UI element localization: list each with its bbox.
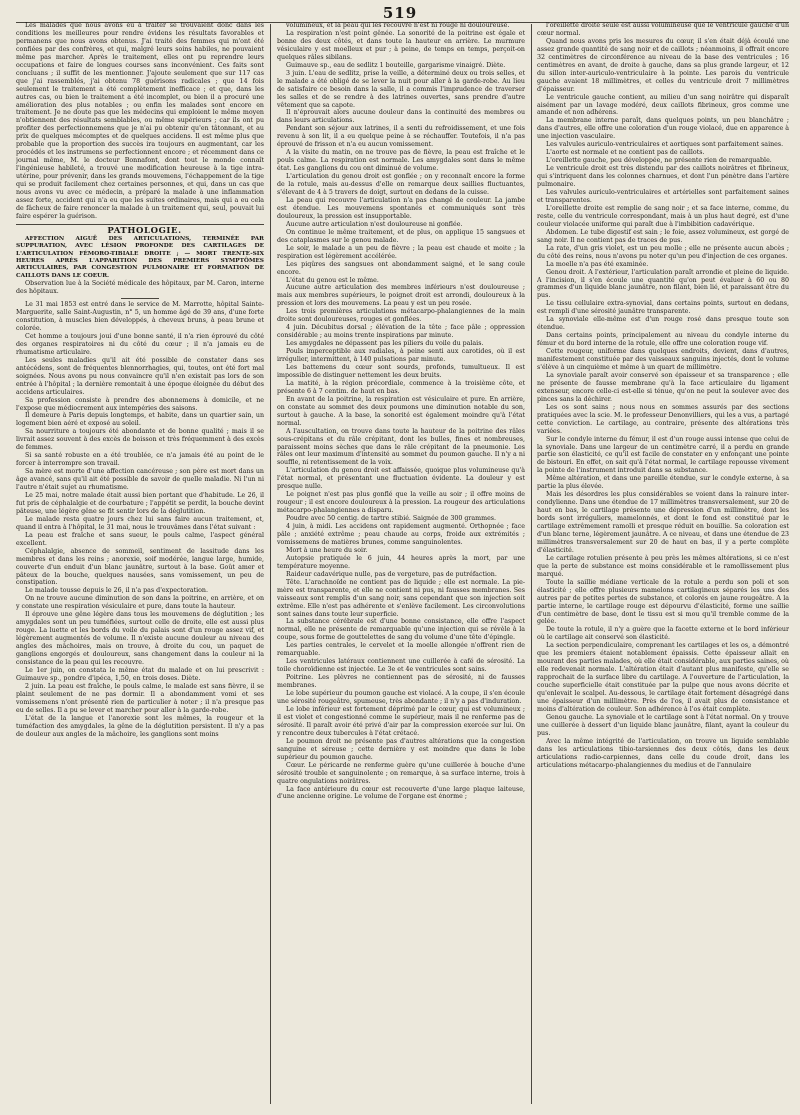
paragraph: La face antérieure du cœur est recouverte d'une large plaque laiteuse, d'une ancienne origine. Le volume de l'organe est énorme ; (277, 785, 525, 801)
paragraph: Aucune autre articulation n'est douloureuse ni gonflée. (286, 220, 463, 228)
paragraph: Le 1er juin, on constata le même état du malade et on lui prescrivit : Guimauve sp., pondre d'ipéca, 1,50, en trois doses. Diète. (16, 666, 264, 682)
paragraph: Le poignet n'est pas plus gonflé que la veille au soir ; il offre moins de rougeur ; il est encore douloureux à la pression. La rougeur des articulations métacarpo-phalangiennes a disparu. (277, 491, 525, 515)
column-2 (277, 22, 525, 1107)
page-number: 519 (382, 4, 418, 22)
paragraph: La respiration n'est point gênée. La sonorité de la poitrine est égale et bonne des deux côtés, et dans toute la hauteur en arrière. Le murmure vésiculaire y est moelleux et pur ; à peine, de temps en temps, perçoit-on quelques râles sibilans. (277, 29, 525, 61)
paragraph: Sa profession consiste à prendre des abonnemens à domicile, et ne l'expose que médiocrement aux intempéries des saisons. (16, 396, 264, 412)
paragraph: Les valvules auriculo-ventriculaires et aortiques sont parfaitement saines. (546, 141, 784, 149)
paragraph: La section perpendiculaire, comprenant les cartilages et les os, a démontré que les premiers étaient notablement épaissis. Cette épaisseur allait en mourant des parties malades, où elle était considérable, aux parties saines, où elle redevenait normale. L'altération était d'autant plus manifeste, qu'elle se rapprochait de la surface libre du cartilage. A l'ouverture de l'articulation, la couche superficielle était constituée par la pulpe que nous avons décrite et qu'enlevait le scalpel. Au-dessous, le cartilage était fortement désagrégé dans une épaisseur d'un millimètre. Près de l'os, il avait plus de consistance et moins d'altération de couleur. Son adhérence à l'os était complète. (537, 642, 789, 713)
paragraph: Sa mère est morte d'une affection cancéreuse ; son père est mort dans un âge avancé, sans qu'il ait été possible de savoir de quelle maladie. Ni l'un ni l'autre n'était sujet au rhumatisme. (16, 468, 264, 492)
paragraph: De toute la rotule, il n'y a guère que la facette externe et le bord inférieur où le cartilage ait conservé son élasticité. (537, 626, 789, 642)
paragraph: Les malades que nous avons eu à traiter se trouvaient donc dans les conditions les meilleures pour rendre évidens les résultats favorables et permanens que nous avons obtenus. J'ai traité des femmes qui m'ont été confiées par des confrères, et qui, malgré leurs soins habiles, ne pouvaient même pas marcher. Après le traitement, elles ont pu reprendre leurs occupations et faire de longues courses sans inconvénient. Ces faits sont concluans ; il suffit de les mentionner. J'ajoute seulement que sur 117 cas que j'ai rassemblés, j'ai obtenu 78 guérisons radicales ; que 14 fois seulement le traitement a été complètement inefficace ; et que, dans les autres cas, ou bien le traitement a été incomplet, ou bien il a procuré une amélioration des plus notables ; ou enfin les malades sont encore en traitement. Je ne doute pas que les médecins qui emploient le même moyen n'obtiennent des résultats semblables, ou même supérieurs ; car ils ont pu profiter des perfectionnemens que je n'ai pu obtenir qu'en tâtonnant, et au prix de quelques mécomptes et de quelques accidens. Il est même plus que probable que la proportion des succès ira toujours en augmentant, car les procédés et les instrumens se perfectionnent encore ; et récemment dans ce journal même, M. le docteur Bonnafont, dont tout le monde connaît l'ingénieuse habileté, a trouvé une modification heureuse à la tige intra-utérine, pour prévenir, dans les grands mouvemens, l'échappement de la tige qui se produit facilement chez certaines personnes, et qui, dans un cas que nous avons vu avec ce médecin, a préparé la malade à une inflammation assez forte, accident qui n'a eu que les suites ordinaires, mais qui a eu cela de fâcheux de faire renoncer la malade à un traitement qui, seul, pouvait lui faire espérer la guérison. (16, 22, 264, 220)
paragraph: volumineux, et la peau qui les recouvre n'est ni rouge ni douloureuse. (286, 22, 510, 29)
paragraph: Sa nourriture a toujours été abondante et de bonne qualité ; mais il se livrait assez souvent à des excès de boisson et très fréquemment à des excès de femmes. (16, 428, 264, 452)
paragraph: L'articulation du genou droit est affaissée, quoique plus volumineuse qu'à l'état normal, et présentant une fluctuation évidente. La douleur y est presque nulle. (277, 467, 525, 491)
paragraph: Sur le condyle interne du fémur, il est d'un rouge aussi intense que celui de la synoviale. Dans une largeur de un centimètre carré, il a perdu en grande partie son élasticité, ce qu'il est facile de constater en y enfonçant une pointe de bistouri. En effet, on sait qu'à l'état normal, le cartilage repousse vivement la pointe de l'instrument introduit dans sa substance. (537, 435, 789, 475)
paragraph: Le poumon droit ne présente pas d'autres altérations que la congestion sanguine et séreuse ; cette dernière y est moindre que dans le lobe supérieur du poumon gauche. (277, 737, 525, 761)
paragraph: Dans certains points, principalement au niveau du condyle interne du fémur et du bord interne de la rotule, elle offre une coloration rouge vif. (537, 332, 789, 348)
paragraph: Cette rougeur, uniforme dans quelques endroits, devient, dans d'autres, manifestement constituée par des vaisseaux sanguins injectés, dont le volume s'élève à un cinquième et même à un quart de millimètre. (537, 348, 789, 371)
paragraph: Les valvules auriculo-ventriculaires et artérielles sont parfaitement saines et transparentes. (537, 189, 789, 204)
paragraph: Céphalalgie, absence de sommeil, sentiment de lassitude dans les membres et dans les reins ; anorexie, soif modérée, langue large, humide, couverte d'un enduit d'un blanc jaunâtre, surtout à la base. Goût amer et pâteux de la bouche, quelques nausées, sans vomissement, un peu de constipation. (16, 547, 264, 587)
paragraph: Le lobe supérieur du poumon gauche est violacé. A la coupe, il s'en écoule une sérosité rougeâtre, spumeuse, très abondante ; il n'y a pas d'induration. (277, 690, 525, 706)
short-separator (121, 298, 159, 299)
paragraph: On ne trouve aucune diminution de son dans la poitrine, en arrière, et on y constate une respiration vésiculaire et pure, dans toute la hauteur. (16, 595, 264, 611)
paragraph: Le lobe inférieur est fortement déprimé par le cœur, qui est volumineux ; il est violet et congestionné comme le supérieur, mais il ne renferme pas de sérosité. Il paraît avoir été privé d'air par la compression exercée sur lui. On y rencontre deux tubercules à l'état crétacé. (277, 705, 525, 737)
paragraph: En avant de la poitrine, la respiration est vésiculaire et pure. En arrière, on constate au sommet des deux poumons une diminution notable du son, surtout à gauche. A la base, la sonorité est également moindre qu'à l'état normal. (277, 395, 525, 427)
paragraph: Les amygdales ne dépassent pas les piliers du voile du palais. (286, 340, 484, 348)
paragraph: Le 31 mai 1853 est entré dans le service de M. Marrotte, hôpital Sainte-Marguerite, salle Saint-Augustin, n° 5, un homme âgé de 39 ans, d'une forte constitution, à muscles bien développés, à cheveux bruns, à peau brune et colorée. (16, 301, 264, 332)
paragraph: Pouls imperceptible aux radiales, à peine senti aux carotides, où il est irrégulier, intermittent, à 140 pulsations par minute. (277, 348, 525, 364)
column-1 (16, 22, 264, 1107)
paragraph: Les trois premières articulations métacarpo-phalangiennes de la main droite sont douloureuses, rouges et gonflées. (277, 308, 525, 324)
paragraph: Pendant son séjour aux latrines, il a senti du refroidissement, et une fois revenu à son lit, il a eu quelque peine à se réchauffer. Toutefois, il n'a pas éprouvé de frisson et n'a eu aucun vomissement. (277, 125, 525, 149)
paragraph: Il demeure à Paris depuis longtemps, et habite, dans un quartier sain, un logement bien aéré et exposé au soleil. (16, 412, 264, 428)
paragraph: La membrane interne paraît, dans quelques points, un peu blanchâtre ; dans d'autres, elle offre une coloration d'un rouge violacé, due en apparence à une injection vasculaire. (537, 117, 789, 141)
column-divider-2 (531, 24, 532, 1104)
article-headline: AFFECTION AIGUË DES ARTICULATIONS, TERMINÉE PAR SUPPURATION, AVEC LÉSION PROFONDE DES CARTILAGES DE L'ARTICULATION FÉMORO-TIBIALE DROITE ; — MORT TRENTE-SIX HEURES APRÈS L'APPARITION DES PREMIERS SYMPTÔMES ARTICULAIRES, PAR CONGESTION PULMONAIRE ET FORMATION DE CAILLOTS DANS LE COEUR. (16, 235, 264, 279)
paragraph: Aucune autre articulation des membres inférieurs n'est douloureuse ; mais aux membres supérieurs, le poignet droit est arrondi, douloureux à la pression et lors des mouvemens. La peau y est un peu rosée. (277, 284, 525, 308)
paragraph: Autopsie pratiquée le 6 juin, 44 heures après la mort, par une température moyenne. (277, 554, 525, 570)
paragraph: Cet homme a toujours joui d'une bonne santé, il n'a rien éprouvé du côté des organes respiratoires ni du côté du cœur ; il n'a jamais eu de rhumatisme articulaire. (16, 332, 264, 356)
paragraph: A la visite du matin, on ne trouve pas de fièvre, la peau est fraîche et le pouls calme. La respiration est normale. Les amygdales sont dans le même état. Les ganglions du cou ont diminué de volume. (277, 149, 525, 173)
paragraph: L'état du genou est le même. (286, 276, 379, 284)
paragraph: Le ventricule gauche contient, au milieu d'un sang noirâtre qui disparaît aisément par un lavage modéré, deux caillots fibrineux, gros comme une amande et non adhérens. (537, 93, 789, 117)
paragraph: Même altération, et dans une pareille étendue, sur le condyle externe, à sa partie la plus élevée. (537, 475, 789, 491)
article-source: Observation lue à la Société médicale des hôpitaux, par M. Caron, interne des hôpitaux. (16, 280, 264, 296)
paragraph: Si sa santé robuste en a été troublée, ce n'a jamais été au point de le forcer à interrompre son travail. (16, 452, 264, 468)
paragraph: 4 juin, à midi. Les accidens ont rapidement augmenté. Orthopnée ; face pâle ; anxiété extrême ; peau chaude au corps, froide aux extrémités ; vomissemens de matières brunes, comme sanguinolentes. (277, 523, 525, 546)
paragraph: Les piqûres des sangsues ont abondamment saigné, et le sang coule encore. (277, 260, 525, 276)
paragraph: l'oreillette droite seule est aussi volumineuse que le ventricule gauche d'un cœur normal. (537, 22, 789, 37)
paragraph: Les parties centrales, le cervelet et la moelle allongée n'offrent rien de remarquable. (277, 642, 525, 658)
column-divider-1 (270, 24, 271, 1104)
paragraph: Le 25 mai, notre malade était aussi bien portant que d'habitude. Le 26, il fut pris de céphalalgie et de courbature ; l'appétit se perdit, la bouche devint pâteuse, une légère gêne se fit sentir lors de la déglutition. (16, 492, 264, 515)
paragraph: L'oreillette gauche, peu développée, ne présente rien de remarquable. (546, 157, 772, 165)
paragraph: Il n'éprouvait alors aucune douleur dans la continuité des membres ou dans leurs articulations. (277, 109, 525, 125)
paragraph: Guimauve sp., eau de sedlitz 1 bouteille, gargarisme vinaigré. Diète. (286, 61, 506, 69)
paragraph: Le ventricule droit est très distendu par des caillots noirâtres et fibrineux, qui s'intriquent dans les colonnes charnues, et dont l'un pénètre dans l'artère pulmonaire. (537, 165, 789, 189)
section-title: PATHOLOGIE. (107, 225, 182, 236)
paragraph: Le soir, le malade a un peu de fièvre ; la peau est chaude et moite ; la respiration est légèrement accélérée. (277, 244, 525, 260)
paragraph: La peau est fraîche et sans sueur, le pouls calme, l'aspect général excellent. (16, 531, 264, 547)
section-rule (16, 224, 264, 225)
paragraph: Mais les désordres les plus considérables se voient dans la rainure inter-condylienne. Dans une étendue de 17 millimètres transversalement, sur 20 de haut en bas, le cartilage présente une dépression d'un millimètre, dont les bords sont irréguliers, mamelonnés, et dont le fond est constitué par le cartilage extrêmement ramolli et presque réduit en bouillie. Sa coloration est d'un blanc terne, légèrement jaunâtre. A ce niveau, et dans une étendue de 23 millimètres transversalement sur 20 de haut en bas, il y a perte complète d'élasticité. (537, 491, 789, 554)
paragraph: L'oreillette droite est remplie de sang noir ; et sa face interne, comme, du reste, celle du ventricule correspondant, mais à un plus haut degré, est d'une couleur violacée uniforme qui paraît due à l'imbibition cadavérique. (537, 204, 789, 228)
paragraph: 3 juin. L'eau de sedlitz, prise la veille, a déterminé deux ou trois selles, et le malade a été obligé de se lever la nuit pour aller à la garde-robe. Au lieu de satisfaire ce besoin dans la salle, il a commis l'imprudence de traverser les salles et de se rendre à des latrines ouvertes, sans prendre d'autre vêtement que sa capote. (277, 69, 525, 109)
paragraph: L'aorte est normale et ne contient pas de caillots. (546, 149, 705, 157)
paragraph: Genou droit. A l'extérieur, l'articulation paraît arrondie et pleine de liquide. A l'incision, il s'en écoule une quantité qu'on peut évaluer à 60 ou 80 grammes d'un liquide blanc jaunâtre, non filant, bien lié, et paraissant être du pus. (537, 268, 789, 300)
paragraph: Il éprouve une gêne légère dans tous les mouvemens de déglutition ; les amygdales sont un peu tuméfiées, surtout celle de droite, elle est aussi plus rouge. La luette et les bords du voile du palais sont d'un rouge assez vif, et légèrement augmentés de volume. Il n'existe aucune douleur au niveau des angles des mâchoires, mais on trouve, à droite du cou, un paquet de ganglions engorgés et douloureux, sans changement dans la couleur ni la consistance de la peau qui les recouvre. (16, 611, 264, 667)
paragraph: Poitrine. Les plèvres ne contiennent pas de sérosité, ni de fausses membranes. (277, 674, 525, 690)
intro-text (16, 22, 264, 221)
paragraph: La substance cérébrale est d'une bonne consistance, elle offre l'aspect normal, elle ne présente de remarquable qu'une injection qui se révèle à la coupe, sous forme de gouttelettes de sang du volume d'une tête d'épingle. (277, 618, 525, 642)
paragraph: Mort à une heure du soir. (286, 546, 368, 554)
paragraph: Genou gauche. La synoviale et le cartilage sont à l'état normal. On y trouve une cuillerée à dessert d'un liquide blanc jaunâtre, filant, ayant la couleur du pus. (537, 713, 789, 737)
paragraph: Le malade resta quatre jours chez lui sans faire aucun traitement, et, quand il entra à l'hôpital, le 31 mai, nous le trouvâmes dans l'état suivant : (16, 515, 264, 531)
paragraph: Les battemens du cœur sont sourds, profonds, tumultueux. Il est impossible de distinguer nettement les deux bruits. (277, 363, 525, 379)
paragraph: 4 juin. Décubitus dorsal ; élévation de la tête ; face pâle ; oppression considérable ; au moins trente inspirations par minute. (277, 324, 525, 340)
paragraph: On continue le même traitement, et de plus, on applique 15 sangsues et des cataplasmes sur le genou malade. (277, 228, 525, 244)
paragraph: La rate, d'un gris violet, est un peu molle ; elle ne présente aucun abcès ; du côté des reins, nous n'avons pu noter qu'un peu d'injection de ces organes. (537, 244, 789, 260)
paragraph: Les seules maladies qu'il ait été possible de constater dans ses antécédens, sont de fréquentes blennorrhagies, qui, toutes, ont été fort mal soignées. Nous avons pu nous convaincre qu'il n'en existait pas lors de son entrée à l'hôpital ; la dernière remontait à une époque éloignée du début des accidens articulaires. (16, 356, 264, 396)
paragraph: A l'auscultation, on trouve dans toute la hauteur de la poitrine des râles sous-crépitans et du râle crépitant, dont les bulles, fines et nombreuses, paraissent moins sèches que dans le râle crépitant de la pneumonie. Les râles ont leur maximum d'intensité au sommet du poumon gauche. Il n'y a ni souffle, ni retentissement de la voix. (277, 427, 525, 467)
paragraph: Les os sont sains ; nous nous en sommes assurés par des sections pratiquées avec la scie. M. le professeur Denonvilliers, qui les a vus, a partagé cette conviction. Le cartilage, au contraire, présente des altérations très variées. (537, 403, 789, 435)
paragraph: Tête. L'arachnoïde ne contient pas de liquide ; elle est normale. La pie-mère est transparente, et elle ne contient ni pus, ni fausses membranes. Ses vaisseaux sont remplis d'un sang noir, sans cependant que son injection soit extrême. Elle n'est pas adhérente et s'enlève facilement. Les circonvolutions sont saines dans toute leur superficie. (277, 578, 525, 618)
paragraph: L'articulation du genou droit est gonflée ; on y reconnaît encore la forme de la rotule, mais au-dessus d'elle on remarque deux saillies fluctuantes, s'élevant de 4 à 5 travers de doigt, surtout en dedans de la cuisse. (277, 173, 525, 197)
paragraph: La peau qui recouvre l'articulation n'a pas changé de couleur. La jambe est étendue. Les mouvemens spontanés et communiqués sont très douloureux, la pression est insupportable. (277, 196, 525, 220)
paragraph: Quand nous avons pris les mesures du cœur, il s'en était déjà écoulé une assez grande quantité de sang noir et de caillots ; néanmoins, il offrait encore 32 centimètres de circonférence au niveau de la base des ventricules ; 16 centimètres en avant, de droite à gauche, dans sa plus grande largeur, et 12 du sillon inter-auriculo-ventriculaire à la pointe. Les parois du ventricule gauche avaient 18 millimètres, et celles du ventricule droit 7 millimètres d'épaisseur. (537, 37, 789, 93)
paragraph: Toute la saillie médiane verticale de la rotule a perdu son poli et son élasticité ; elle offre plusieurs mamelons cartilagineux séparés les uns des autres par de petites pertes de substance, et colorés en jaune rougeâtre. A la partie interne, le cartilage rouge est dépourvu d'élasticité, forme une saillie d'un centimètre de base, dont le tissu est si mou qu'il tremble comme de la gelée. (537, 578, 789, 626)
column-3 (537, 22, 789, 1107)
paragraph: Cœur. Le péricarde ne renferme guère qu'une cuillerée à bouche d'une sérosité trouble et sanguinolente ; on remarque, à sa surface interne, trois à quatre ongulations noirâtres. (277, 761, 525, 785)
paragraph: Le tissu cellulaire extra-synovial, dans certains points, surtout en dedans, est rempli d'une sérosité jaunâtre transparente. (537, 300, 789, 316)
paragraph: Poudre avec 50 centig. de tartre stibié. Saignée de 300 grammes. (286, 515, 497, 523)
paragraph: Les ventricules latéraux contiennent une cuillerée à café de sérosité. La toile choroïdienne est injectée. Le 3e et 4e ventricules sont sains. (277, 658, 525, 674)
paragraph: La moelle n'a pas été examinée. (546, 260, 649, 268)
paragraph: Le cartilage rotulien présente à peu près les mêmes altérations, si ce n'est que la perte de substance est moins considérable et le ramollissement plus marqué. (537, 554, 789, 578)
paragraph: La matité, à la région précordiale, commence à la troisième côte, et présente 6 à 7 centim. de haut en bas. (277, 379, 525, 395)
paragraph: L'état de la langue et l'anorexie sont les mêmes, la rougeur et la tuméfaction des amygdales, la gêne de la déglutition persistent. Il n'y a pas de douleur aux angles de la mâchoire, les ganglions sont moins (16, 714, 264, 738)
article-body (16, 301, 264, 738)
paragraph: Raideur cadavérique nulle, pas de vergeture, pas de putréfaction. (286, 570, 497, 578)
paragraph: Le malade tousse depuis le 26, il n'a pas d'expectoration. (25, 587, 208, 595)
paragraph: La synoviale elle-même est d'un rouge rosé dans presque toute son étendue. (537, 316, 789, 332)
paragraph: La synoviale paraît avoir conservé son épaisseur et sa transparence ; elle ne présente de fausse membrane qu'à la face articulaire du ligament extenseur, encore celle-ci est-elle si ténue, qu'on ne peut la soulever avec des pinces sans la déchirer. (537, 371, 789, 403)
paragraph: Avec la même intégrité de l'articulation, on trouve un liquide semblable dans les articulations tibio-tarsiennes des deux côtés, dans les deux articulations radio-carpiennes, dans celle du coude droit, dans les articulations métacarpo-phalangiennes du medius et de l'annulaire (537, 737, 789, 769)
paragraph: Abdomen. Le tube digestif est sain ; le foie, assez volumineux, est gorgé de sang noir. Il ne contient pas de traces de pus. (537, 228, 789, 244)
paragraph: 2 juin. La peau est fraîche, le pouls calme, le malade est sans fièvre, il se plaint seulement de ne pas dormir. Il a abondamment vomi et ses vomissemens n'ont présenté rien de particulier à noter ; il n'a presque pas eu de selles. Il a pu se lever et marcher pour aller à la garde-robe. (16, 682, 264, 714)
